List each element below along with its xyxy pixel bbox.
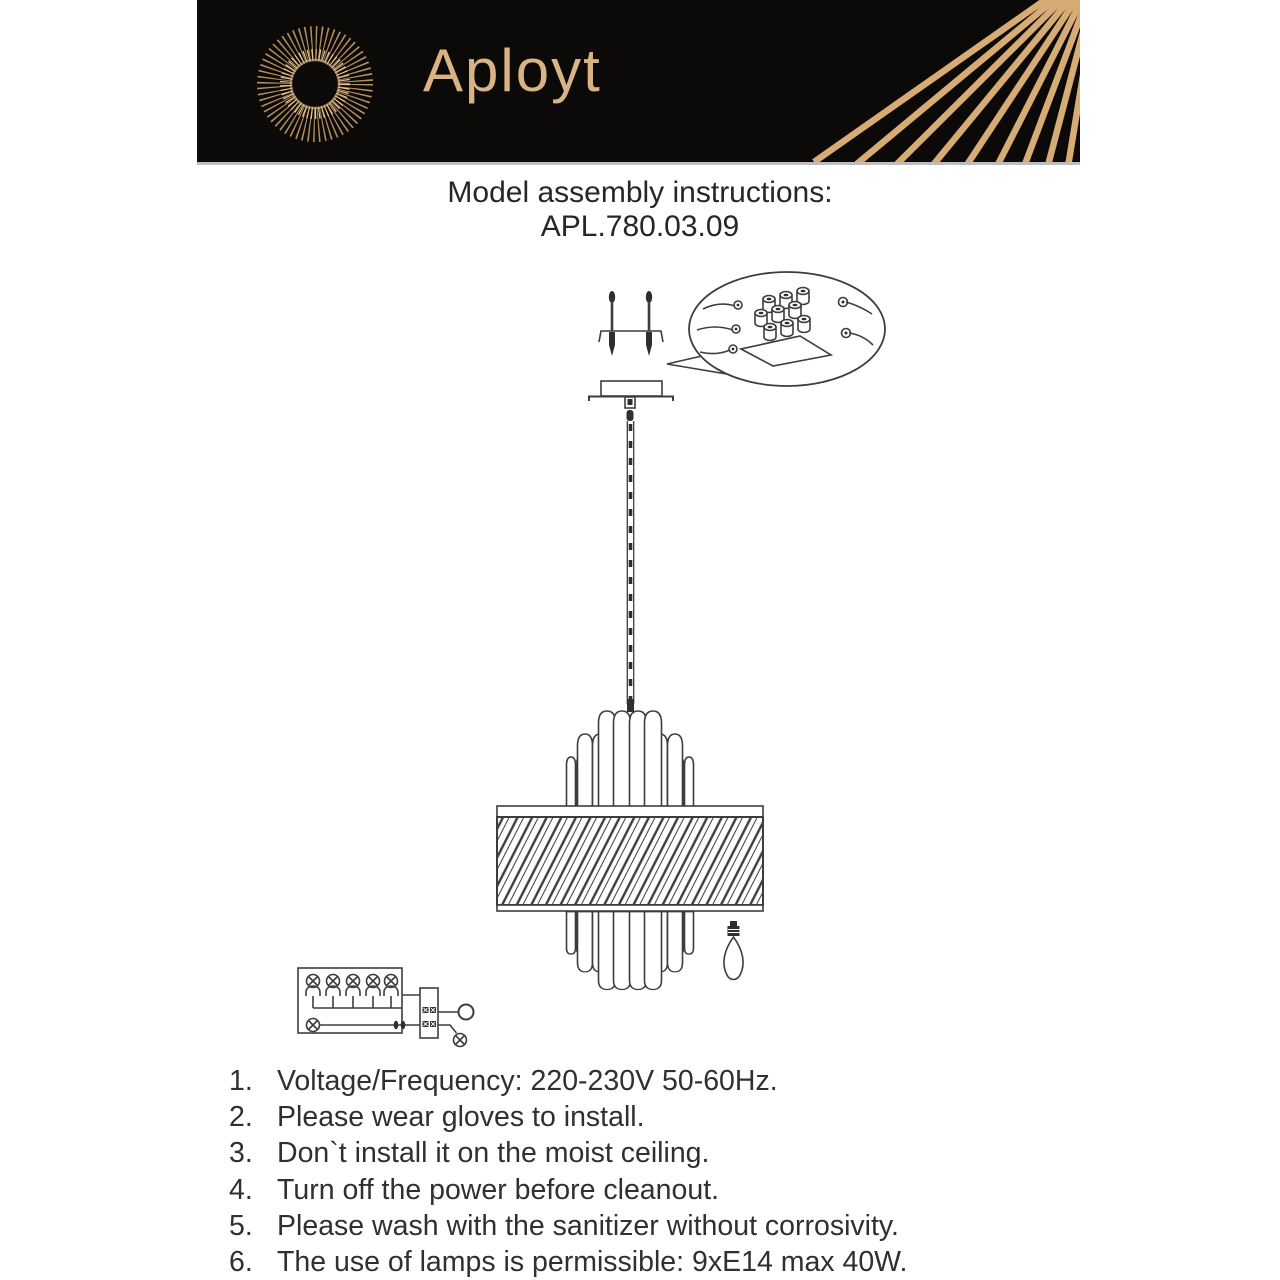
list-item (229, 1063, 907, 1099)
wire-connector-callout-icon (667, 272, 885, 386)
item-text: Please wear gloves to install. (277, 1101, 645, 1134)
list-item (229, 1172, 907, 1208)
mounting-screws-icon (599, 291, 663, 356)
instructions-list (229, 1063, 907, 1280)
bulb-icon (724, 921, 743, 980)
item-text: Please wash with the sanitizer without corrosivity. (277, 1209, 899, 1242)
list-item (229, 1099, 907, 1135)
brand-banner (197, 0, 1080, 165)
assembly-diagram (280, 270, 900, 1060)
list-item (229, 1244, 907, 1280)
banner-art (197, 0, 1080, 162)
suspension-chain-icon (627, 421, 634, 712)
rays-decoration-icon (814, 0, 1080, 162)
item-number: 5. (229, 1209, 253, 1242)
title-block (0, 176, 1280, 244)
item-text: Voltage/Frequency: 220-230V 50-60Hz. (277, 1065, 778, 1097)
ceiling-canopy-icon (589, 381, 673, 421)
wiring-schematic-icon (298, 968, 474, 1047)
item-number: 1. (229, 1065, 253, 1097)
item-text: The use of lamps is permissible: 9xE14 max 40W. (277, 1246, 908, 1279)
assembly-title: Model assembly instructions: (447, 176, 833, 209)
chandelier-body-icon (497, 711, 763, 990)
item-text: Turn off the power before cleanout. (277, 1173, 720, 1206)
list-item (229, 1135, 907, 1171)
item-number: 6. (229, 1246, 253, 1279)
list-item (229, 1208, 907, 1244)
item-number: 3. (229, 1137, 253, 1170)
item-text: Don`t install it on the moist ceiling. (277, 1137, 710, 1170)
item-number: 4. (229, 1173, 253, 1206)
brand-name: Aployt (423, 37, 602, 104)
starburst-logo-icon (274, 43, 356, 125)
item-number: 2. (229, 1101, 253, 1134)
model-number: APL.780.03.09 (540, 210, 740, 243)
